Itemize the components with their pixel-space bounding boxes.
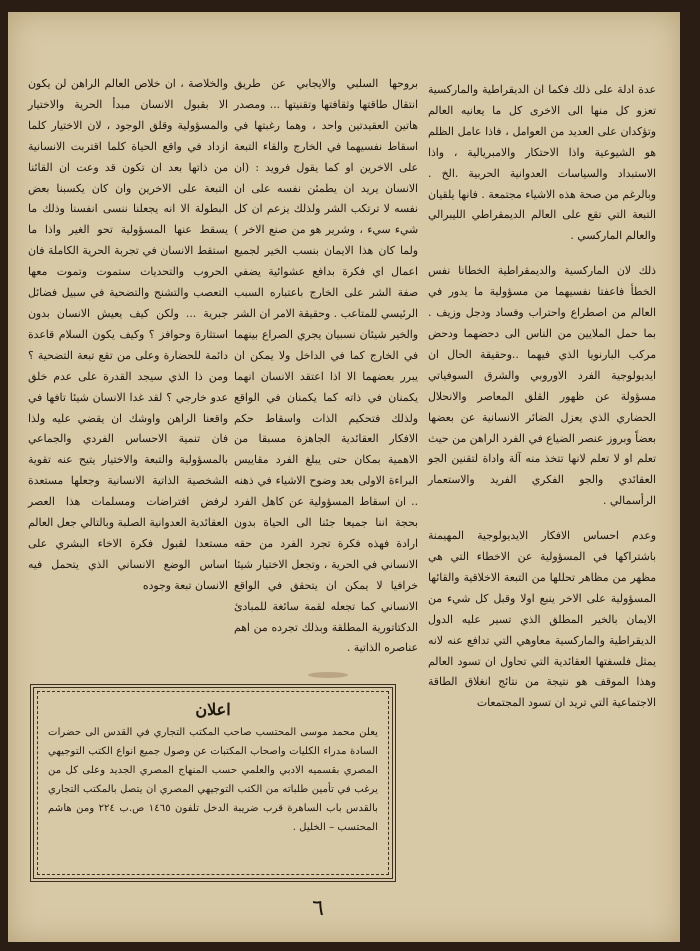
magazine-page xyxy=(8,12,680,942)
advertisement-title: اعلان xyxy=(195,700,231,719)
article-column-middle xyxy=(234,74,418,659)
article-paragraph: والخلاصة ، ان خلاص العالم الراهن لن يكون الا بقبول الانسان مبدأ الحرية والاختيار والمسؤولية وقلق الوجود ، لان الاختيار كلما ازداد في واقع الحياة كلما اقتربت الانسانية من ذاتها بعد ان تكون قد وعت ان القائنا التبعة على الاخرين وان كان يكسبنا بعض البطولة الا انه يجعلنا ننسى انفسنا وذلك ما يسقط عنها المسؤولية تحو الغير واذا ما استقط الانسان في تجربة الحرية الكاملة فان الحروب والتحديات ستموت وتموت معها التعصب والتشنج والتضحية في سبيل فضائل جبرية ... ولكن كيف يعيش الانسان بدون استثارة وحوافز ؟ وكيف يكون السلام قاعدة دائمة للحضارة وعلى من تقع تبعة التضحية ؟ ومن ذا الذي سيجد القدرة على عدم خلق عدو خارجي ؟ لقد غدا الانسان شيئا تافها في واقعنا الراهن واوشك ان يقضي عليه ولذا فان تنمية الاحساس الفردي والجماعي بالمسؤولية والتبعة والاختيار يتيح عنه تقوية الشخصية الذاتية الانسانية وجعلها مستعدة لرفض افتراضات ومسلمات هذا العصر العقائدية العدوانية الصلبة وبالتالي جعل العالم مستعدا لقبول فكرة الاخاء البشري على اساس الوضع الانساني الذي يتحمل فيه الانسان تبعة وجوده xyxy=(28,77,228,592)
page-number: ٦ xyxy=(312,896,324,921)
article-paragraph: وعدم احساس الافكار الايديولوجية المهيمنة باشتراكها في المسؤولية عن الاخطاء التي هي مظهر من مظاهر تحللها من التبعة الاخلاقية والقائها المسؤولية على الاخر ينبع اولا وقبل كل شيء من الايمان بالخير المطلق الذي تسير عليه الدول الديقراطية والماركسية معاوهي التي تدافع عنه لانه يمثل فلسفتها العقائدية التي تحاول ان تسود العالم وهذا الموقف هو نتيجة من نتائج انغلاق الطاقة الاجتماعية التي تريد ان تسود المجتمعات xyxy=(428,529,656,710)
article-paragraph: ذلك لان الماركسية والديمقراطية الخطانا نفس الخطأ فاعفتا نفسيهما من مسؤولية ما يدور في العالم من اصطراع واحتراب وفساد ودجل وزيف . بما حمل الملايين من الناس الى دحضهما ودحض مركب البارنويا الذي فيهما ..وحقيقة الحال ان ايديولوجية الفرد الاوروبي والشرق السوفياتي مسؤولة عن ظهور القلق المعاصر والانحلال الحضاري الذي يعزل الضائر الانسانية عن بعضها بعضاً وبروز عنصر الضياع في الفرد الراهن من حيث تعلم او لا تعلم لانها تتخذ منه آلة واداة لتقنين الجو العقائدي والجو الفكري الفريد والاستعمار الرأسمالي . xyxy=(428,264,656,508)
paper-stain xyxy=(308,672,348,678)
article-column-right xyxy=(428,80,656,728)
article-paragraph: عدة ادلة على ذلك فكما ان الديقراطية والماركسية تعزو كل منها الى الاخرى كل ما يعانيه العالم وتؤكدان على العديد من العوامل ، فاذا عامل الظلم هو الشيوعية واذا الاحتكار والامبريالية ، واذا الاستبداد والسياسات العدوانية الحربية .الخ . وبالرغم من صحة هذه الاشياء مجتمعة . فانها يلقيان التبعة التي تقع على العالم الديمقراطي الليبرالي والعالم الماركسي . xyxy=(428,83,656,243)
advertisement-box xyxy=(30,684,396,882)
advertisement-body: يعلن محمد موسى المحتسب صاحب المكتب التجاري في القدس الى حضرات السادة مدراء الكليات واصحاب المكتبات عن وصول جميع انواع الكتب التوجيهي المصري بقسميه الادبي والعلمي حسب المنهاج المصري الجديد وعلى كل من يرغب في تأمين طلباته من الكتب التوجيهي المصري ان يتصل بالمكتب التجاري بالقدس باب الساهرة قرب ضريبة الدخل تلفون ١٤٦٥ ص.ب ٢٢٤ ومن هاشم المحتسب – الخليل . xyxy=(48,727,379,833)
article-column-left xyxy=(28,74,228,597)
article-paragraph: بروحها السلبي والايجابي عن طريق انتقال طاقتها وثقافتها وتقنيتها ... ومصدر هاتين العقيدتين واحد ، وهما رغبتها في اسقاط نفسيهما في الخارج والقاء التبعة على الاخرين او كما يقول فرويد : (ان الانسان يريد ان يطمئن نفسه على ان نفسه لا ترتكب الشر ولذلك يزعم ان كل شيء سيء ، وشرير هو من صنع الاخر ) ولما كان هذا الايمان بنسب الخير لجميع اعمال اي فكرة بدافع عشوائية يضفي صفة الشر على الخارج باعتباره السبب الرئيسي للمتاعب . وحقيقة الامر ان الشر والخير شيئان نسبيان يجري الصراع بينهما في الخارج كما في الداخل ولا يمكن ان يبرر بعضهما الا اذا اعتقد الانسان انهما يكمنان في ذاته كما يكمنان في الواقع ولذلك فتحكيم الذات واسقاط حكم الافكار العقائدية الجاهزة مسبقا من الاهمية بمكان حتى يبلغ الفرد مقاييس البراءة الاولى بعد وضوح الاشياء في ذهنه .. ان اسقاط المسؤولية عن كاهل الفرد بحجة اننا جميعا جئنا الى الحياة بدون ارادة فهذه فكرة تجرد الفرد من حقه الانساني في الحرية ، وتجعل الاختيار شيئا خرافيا لا يمكن ان يتحقق في الواقع الانساني كما تجعله لقمة سائغة للمبادئ الدكتاتورية المطلقة وبذلك تجرده من اهم عناصره الذاتية . xyxy=(234,77,418,655)
